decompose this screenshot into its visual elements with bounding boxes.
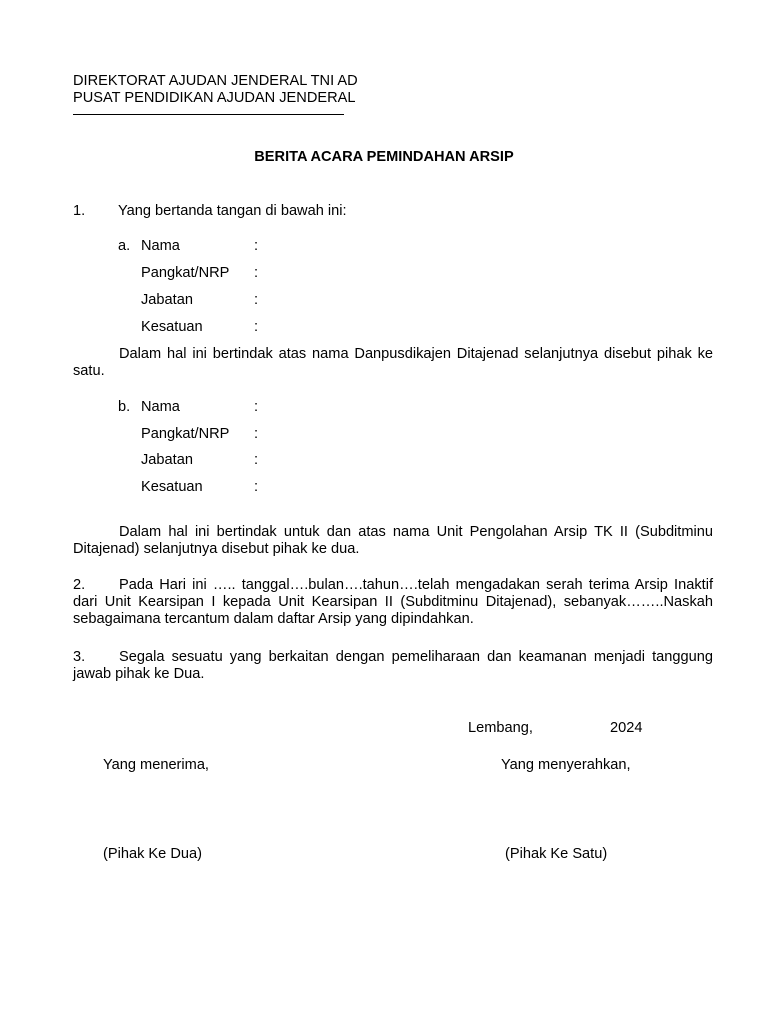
field-colon: :: [254, 479, 259, 495]
header-sub-institution: PUSAT PENDIDIKAN AJUDAN JENDERAL: [73, 90, 356, 106]
item-3-text: Segala sesuatu yang berkaitan dengan pemeliharaan dan keamanan menjadi tanggung jawab pihak ke Dua.: [73, 649, 713, 682]
signing-place: Lembang,: [468, 720, 533, 736]
party-a-statement: [73, 346, 713, 380]
item-2: [73, 577, 713, 628]
party-b-statement: [73, 524, 713, 558]
party-a-letter: a.: [118, 238, 131, 254]
field-label: Jabatan: [141, 292, 193, 308]
signing-year: 2024: [610, 720, 643, 736]
field-label: Kesatuan: [141, 319, 203, 335]
field-colon: :: [254, 399, 259, 415]
item-3-number: 3.: [73, 649, 86, 665]
field-colon: :: [254, 319, 259, 335]
document-title: BERITA ACARA PEMINDAHAN ARSIP: [254, 149, 514, 165]
field-colon: :: [254, 426, 259, 442]
field-label: Pangkat/NRP: [141, 426, 230, 442]
header-institution: DIREKTORAT AJUDAN JENDERAL TNI AD: [73, 73, 358, 89]
field-label: Jabatan: [141, 452, 193, 468]
giver-label: Yang menyerahkan,: [501, 757, 631, 773]
field-colon: :: [254, 292, 259, 308]
receiver-label: Yang menerima,: [103, 757, 209, 773]
item-2-text: Pada Hari ini ….. tanggal….bulan….tahun….telah mengadakan serah terima Arsip Inaktif dari Unit Kearsipan I kepada Unit Kearsipan II (Subditminu Ditajenad), sebanyak……..Naskah sebagaimana tercantum dalam daftar Arsip yang dipindahkan.: [73, 577, 713, 627]
field-colon: :: [254, 265, 259, 281]
item-1-intro: Yang bertanda tangan di bawah ini:: [118, 203, 347, 219]
field-label: Nama: [141, 238, 180, 254]
party-b-letter: b.: [118, 399, 131, 415]
field-label: Kesatuan: [141, 479, 203, 495]
giver-party: (Pihak Ke Satu): [505, 846, 608, 862]
item-2-number: 2.: [73, 577, 86, 593]
field-colon: :: [254, 238, 259, 254]
field-colon: :: [254, 452, 259, 468]
receiver-party: (Pihak Ke Dua): [103, 846, 202, 862]
field-label: Pangkat/NRP: [141, 265, 230, 281]
item-3: [73, 649, 713, 683]
field-label: Nama: [141, 399, 180, 415]
header-underline: [73, 114, 344, 115]
party-b-statement-text: Dalam hal ini bertindak untuk dan atas nama Unit Pengolahan Arsip TK II (Subditminu Ditajenad) selanjutnya disebut pihak ke dua.: [73, 524, 713, 557]
item-1-number: 1.: [73, 203, 86, 219]
party-a-statement-text: Dalam hal ini bertindak atas nama Danpusdikajen Ditajenad selanjutnya disebut pihak ke satu.: [73, 346, 713, 379]
